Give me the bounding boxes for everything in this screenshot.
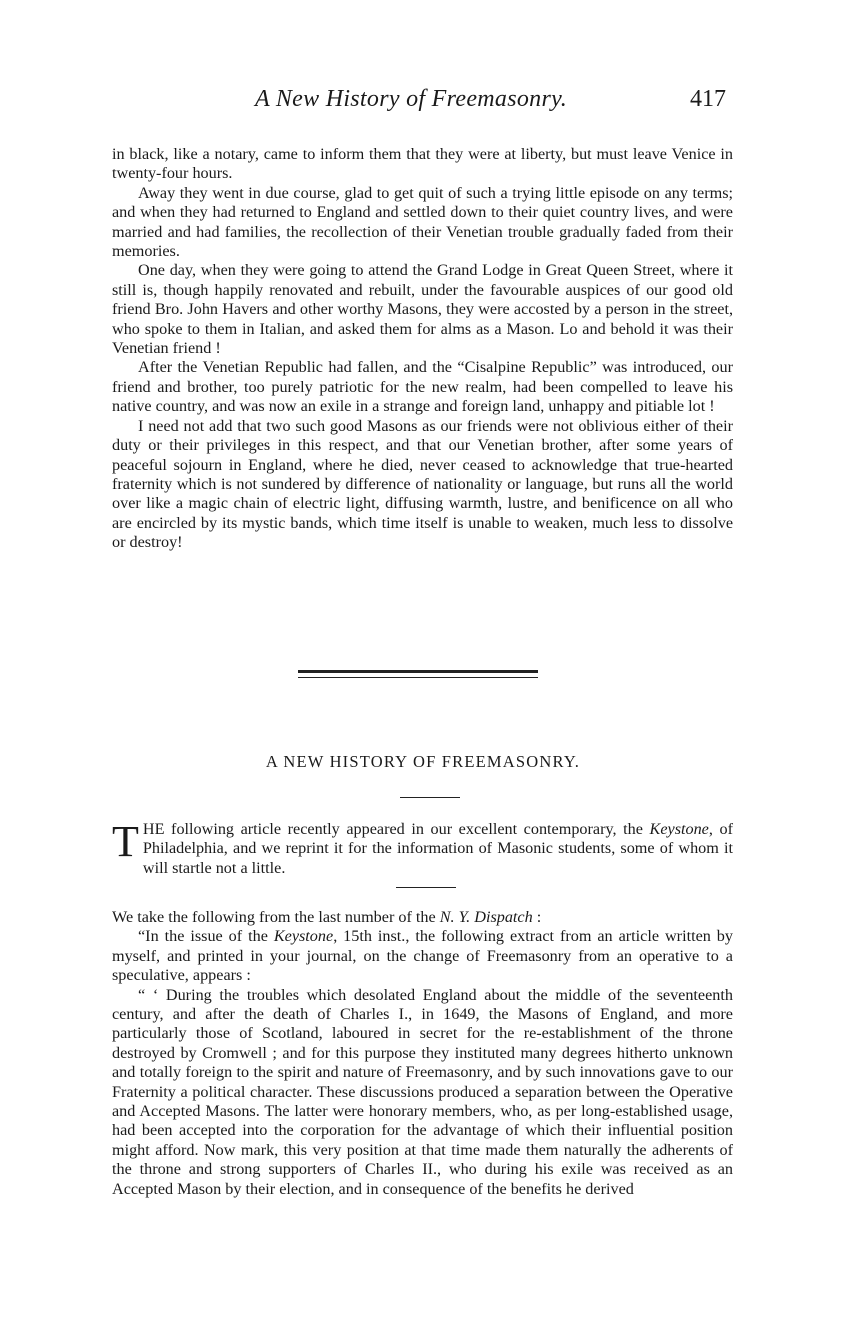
paragraph [112, 908, 733, 927]
paragraph: After the Venetian Republic had fallen, and the “Cisalpine Republic” was introduced, our friend and brother, too purely patriotic for the new realm, had been compelled to leave his native country, and was now an exile in a strange and foreign land, unhappy and pitiable lot ! [112, 358, 733, 416]
running-title: A New History of Freemasonry. [255, 86, 568, 112]
we-take-end: : [532, 908, 542, 926]
article-body [112, 908, 733, 1199]
paragraph: in black, like a notary, came to inform them that they were at liberty, but must leave Venice in twenty-four hours. [112, 145, 733, 183]
paragraph: I need not add that two such good Masons as our friends were not oblivious either of their duty or their privileges in this respect, and that our Venetian brother, after some years of peaceful sojourn in England, where he died, never ceased to acknowledge that true-hearted fraternity which is not sundered by difference of nationality or language, but runs all the world over like a magic chain of electric light, diffusing warmth, lustre, and benificence on all who are encircled by its mystic bands, which time itself is unable to weaken, much less to dissolve or destroy! [112, 416, 733, 552]
title-underline [400, 797, 460, 798]
drop-cap: T [112, 817, 139, 866]
paragraph [112, 927, 733, 985]
paragraph: “ ‘ During the troubles which desolated England about the middle of the seventeenth century, and after the death of Charles I., in 1649, the Masons of England, and more particularly those of Scotland, laboured in secret for the re-establishment of the throne destroyed by Cromwell ; and for this purpose they instituted many degrees hitherto unknown and totally foreign to the spirit and nature of Freemasonry, and by such innovations gave to our Fraternity a political character. These discussions produced a separation between the Operative and Accepted Masons. The latter were honorary members, who, as per long-established usage, had been accepted into the corporation for the advantage of which their influential position might afford. Now mark, this very position at that time made them naturally the adherents of the throne and strong supporters of Charles II., who during his exile was received as an Accepted Mason by their election, and in consequence of the benefits he derived [112, 985, 733, 1198]
paragraph: One day, when they were going to attend the Grand Lodge in Great Queen Street, where it still is, though happily renovated and rebuilt, under the favourable auspices of our good old friend Bro. John Havers and other worthy Masons, they were accosted by a person in the street, who spoke to them in Italian, and asked them for alms as a Mason. Lo and behold it was their Venetian friend ! [112, 261, 733, 358]
page-number: 417 [690, 86, 726, 112]
article-intro [112, 817, 733, 878]
intro-divider [396, 887, 456, 888]
keystone-title: Keystone [649, 820, 709, 838]
section-divider-top [298, 670, 538, 673]
section-divider-bottom [298, 677, 538, 678]
issue-lead: “In the issue of the [138, 927, 274, 946]
intro-paragraph [112, 817, 733, 878]
article-title: A NEW HISTORY OF FREEMASONRY. [265, 752, 581, 771]
story-conclusion [112, 145, 733, 553]
dispatch-title: N. Y. Dispatch [439, 908, 533, 926]
keystone-title: Keystone [273, 927, 334, 946]
intro-lead: HE following article recently appeared in our excellent contemporary, the [142, 820, 650, 838]
intro-rest: , of Philadelphia, and we reprint it for the information of Masonic students, some of whom it will startle not a little. [142, 820, 733, 877]
we-take-lead: We take the following from the last number of the [112, 908, 440, 926]
page-header [0, 80, 846, 120]
issue-rest: , 15th inst., the following extract from an article written by myself, and printed in your journal, on the change of Freemasonry from an operative to a speculative, appears : [112, 927, 733, 985]
paragraph: Away they went in due course, glad to get quit of such a trying little episode on any terms; and when they had returned to England and settled down to their quiet country lives, and were married and had families, the recollection of their Venetian trouble gradually faded from their memories. [112, 183, 733, 261]
